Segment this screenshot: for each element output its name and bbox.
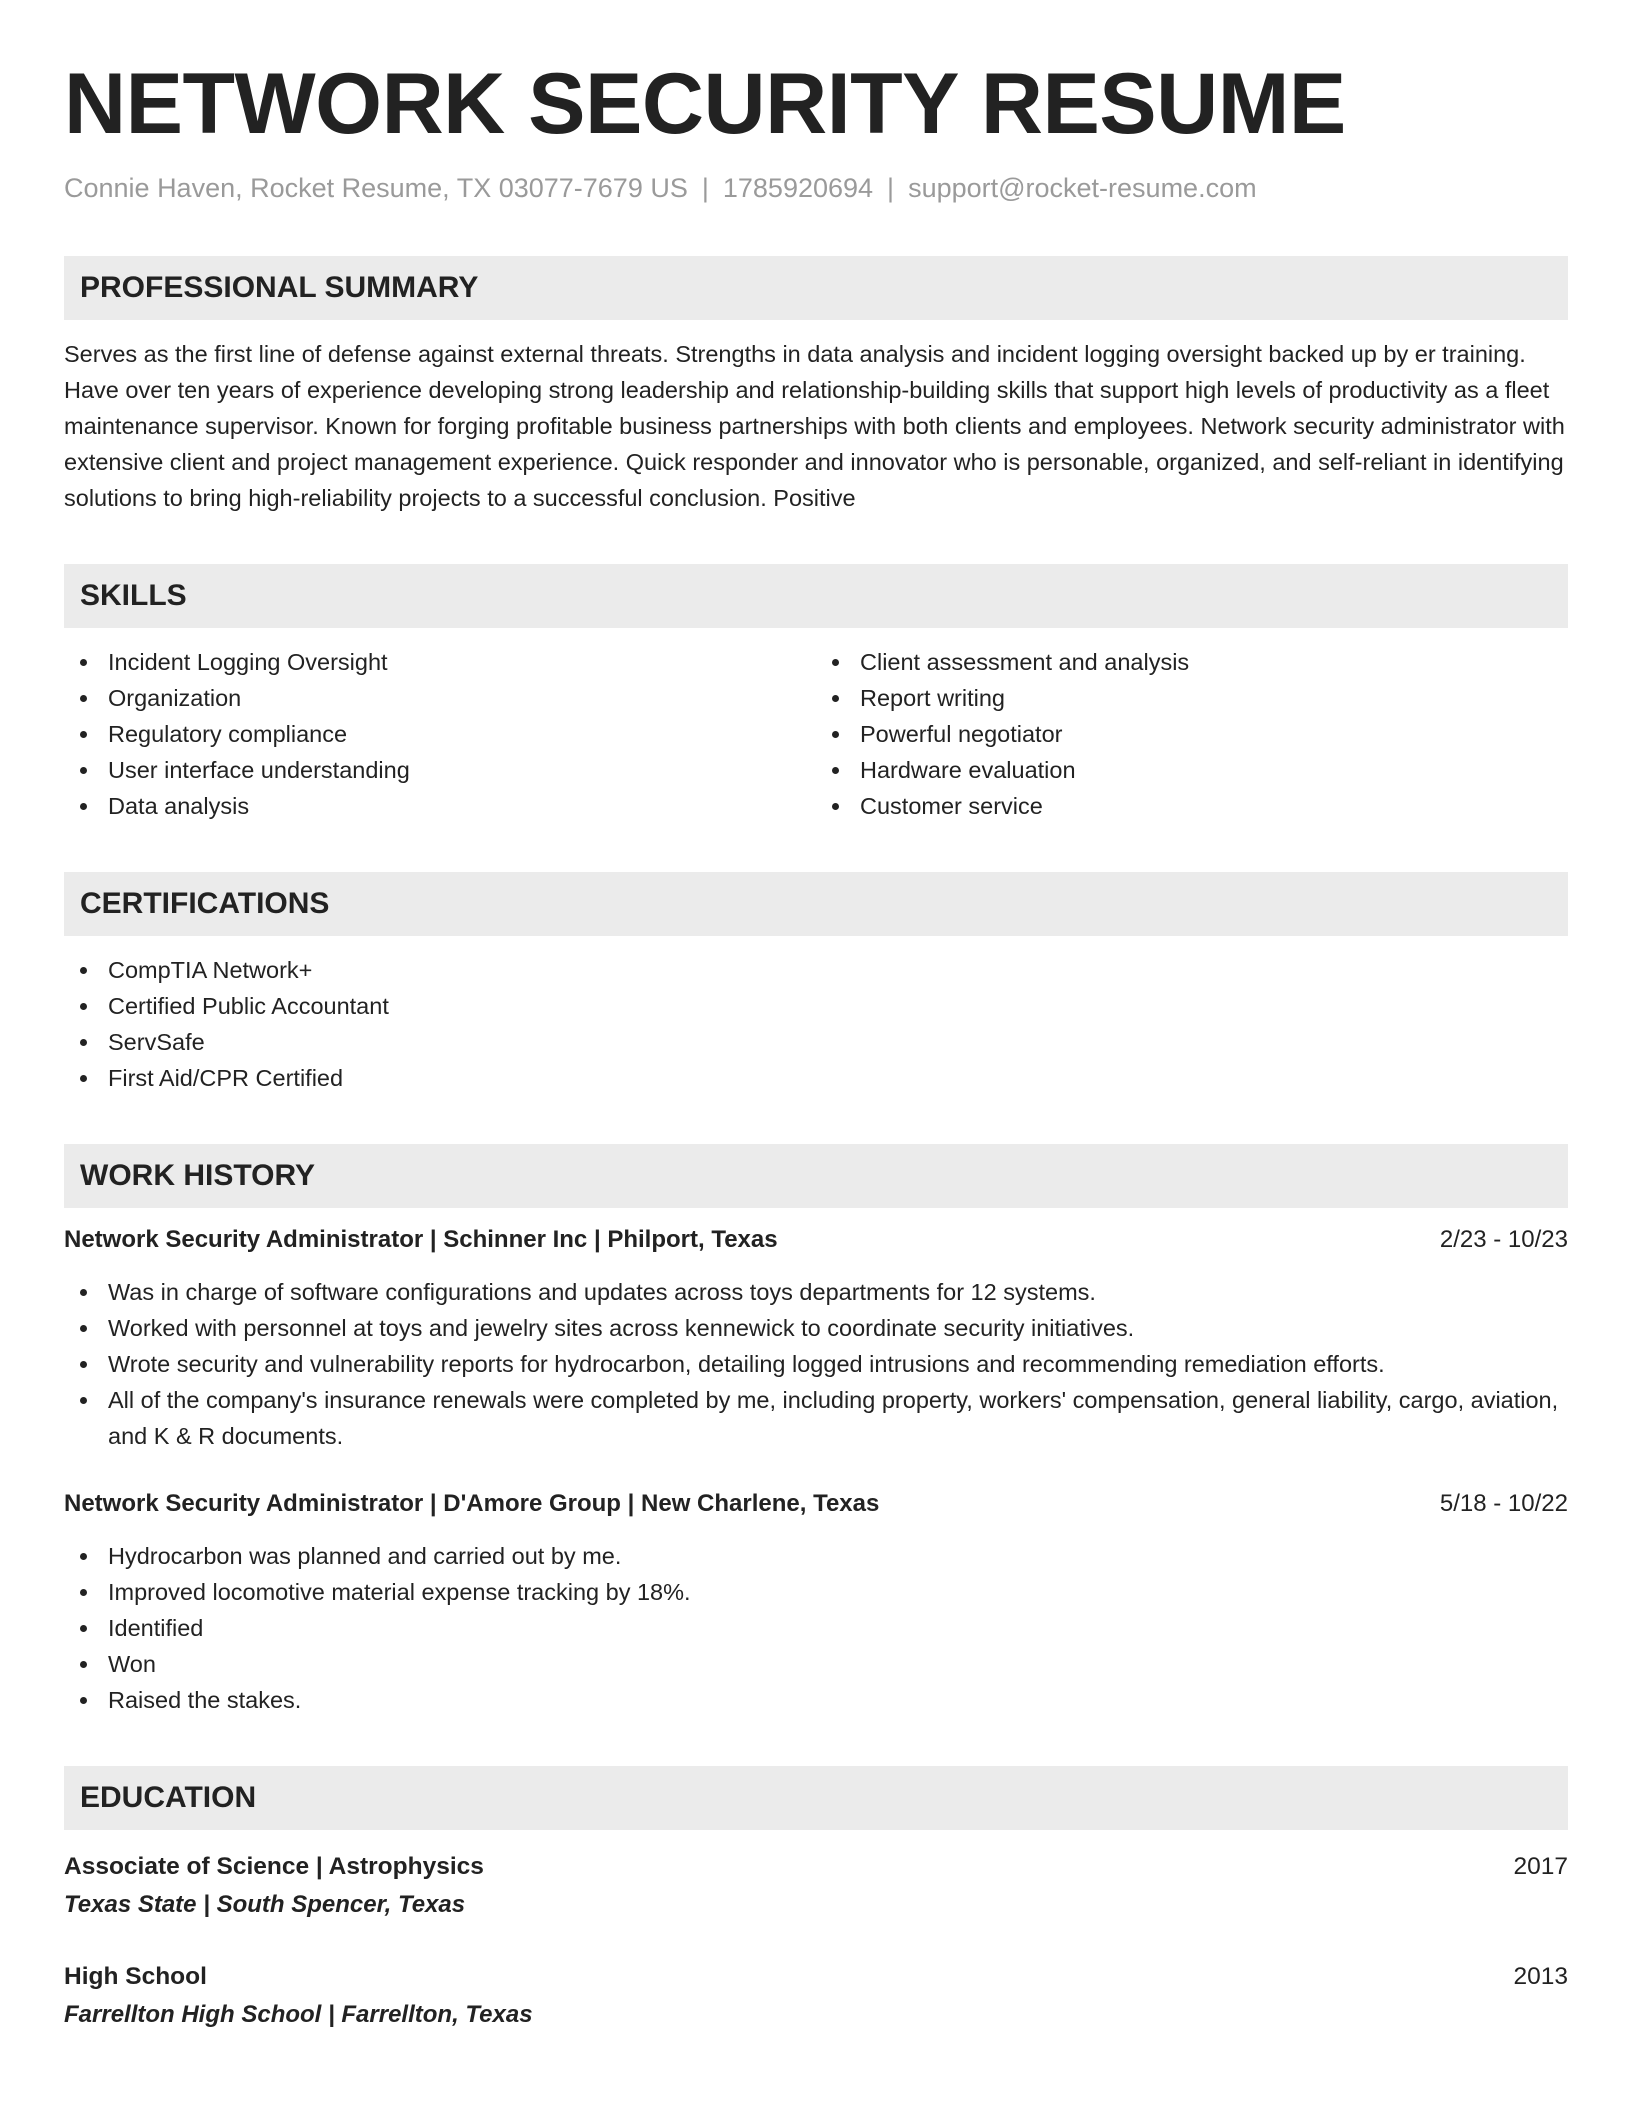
education-degree: High School xyxy=(64,1963,207,1990)
education-year: 2017 xyxy=(1513,1853,1568,1880)
education-header xyxy=(64,1848,1568,1886)
job-bullet: Worked with personnel at toys and jewelry sites across kennewick to coordinate security initiatives. xyxy=(64,1310,1568,1346)
certification-item: First Aid/CPR Certified xyxy=(64,1060,1568,1096)
skills-list-right xyxy=(816,644,1568,824)
contact-email[interactable]: support@rocket-resume.com xyxy=(908,173,1257,203)
skill-item: Organization xyxy=(64,680,816,716)
education-header xyxy=(64,1958,1568,1996)
education-entry xyxy=(64,1848,1568,1924)
job-title: Network Security Administrator | Schinner Inc | Philport, Texas xyxy=(64,1226,778,1253)
skill-item: Client assessment and analysis xyxy=(816,644,1568,680)
skill-item: Regulatory compliance xyxy=(64,716,816,752)
skills-columns xyxy=(64,644,1568,824)
job-entry xyxy=(64,1222,1568,1454)
job-entry xyxy=(64,1486,1568,1718)
certification-item: CompTIA Network+ xyxy=(64,952,1568,988)
skills-list-left xyxy=(64,644,816,824)
job-bullet: Was in charge of software configurations and updates across toys departments for 12 systems. xyxy=(64,1274,1568,1310)
skill-item: Customer service xyxy=(816,788,1568,824)
contact-separator: | xyxy=(701,173,709,203)
skill-item: Powerful negotiator xyxy=(816,716,1568,752)
job-bullet: All of the company's insurance renewals were completed by me, including property, workers' compensation, general liability, cargo, aviation, and K & R documents. xyxy=(64,1382,1568,1454)
skill-item: Incident Logging Oversight xyxy=(64,644,816,680)
job-header xyxy=(64,1486,1568,1522)
summary-paragraph: Serves as the first line of defense against external threats. Strengths in data analysis and incident logging oversight backed up by er training. Have over ten years of experience developing strong leadership and relationship-building skills that support high levels of productivity as a fleet maintenance supervisor. Known for forging profitable business partnerships with both clients and employees. Network security administrator with extensive client and project management experience. Quick responder and innovator who is personable, organized, and self-reliant in identifying solutions to bring high-reliability projects to a successful conclusion. Positive xyxy=(64,341,1565,511)
job-header xyxy=(64,1222,1568,1258)
job-title: Network Security Administrator | D'Amore Group | New Charlene, Texas xyxy=(64,1490,880,1517)
skill-item: Data analysis xyxy=(64,788,816,824)
job-bullet: Wrote security and vulnerability reports for hydrocarbon, detailing logged intrusions and recommending remediation efforts. xyxy=(64,1346,1568,1382)
job-dates: 5/18 - 10/22 xyxy=(1439,1490,1568,1517)
section-header-certifications: CERTIFICATIONS xyxy=(64,872,1568,936)
section-header-work-history: WORK HISTORY xyxy=(64,1144,1568,1208)
education-school: Farrellton High School | Farrellton, Texas xyxy=(64,2001,533,2028)
skill-item: Report writing xyxy=(816,680,1568,716)
contact-separator: | xyxy=(887,173,895,203)
skill-item: Hardware evaluation xyxy=(816,752,1568,788)
education-entry xyxy=(64,1958,1568,2034)
certification-item: Certified Public Accountant xyxy=(64,988,1568,1024)
section-header-education: EDUCATION xyxy=(64,1766,1568,1830)
job-bullets xyxy=(64,1538,1568,1718)
job-bullet: Raised the stakes. xyxy=(64,1682,1568,1718)
job-bullet: Identified xyxy=(64,1610,1568,1646)
skill-item: User interface understanding xyxy=(64,752,816,788)
certifications-list xyxy=(64,952,1568,1096)
certification-item: ServSafe xyxy=(64,1024,1568,1060)
section-header-summary: PROFESSIONAL SUMMARY xyxy=(64,256,1568,320)
education-year: 2013 xyxy=(1513,1963,1568,1990)
job-bullet: Won xyxy=(64,1646,1568,1682)
contact-line xyxy=(64,168,1568,208)
contact-address: Connie Haven, Rocket Resume, TX 03077-7679 US xyxy=(64,173,688,203)
contact-phone: 1785920694 xyxy=(722,173,874,203)
job-bullet: Improved locomotive material expense tracking by 18%. xyxy=(64,1574,1568,1610)
job-bullet: Hydrocarbon was planned and carried out by me. xyxy=(64,1538,1568,1574)
resume-title: NETWORK SECURITY RESUME xyxy=(64,56,1346,152)
section-header-skills: SKILLS xyxy=(64,564,1568,628)
education-degree: Associate of Science | Astrophysics xyxy=(64,1853,484,1880)
education-school: Texas State | South Spencer, Texas xyxy=(64,1891,466,1918)
job-dates: 2/23 - 10/23 xyxy=(1439,1226,1568,1253)
job-bullets xyxy=(64,1274,1568,1454)
